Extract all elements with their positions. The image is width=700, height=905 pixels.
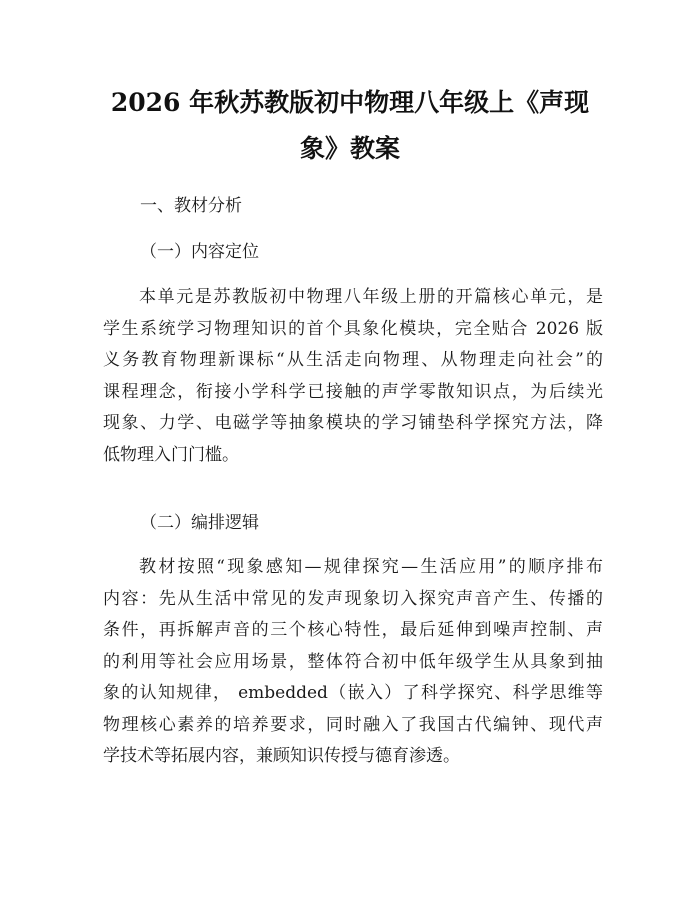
paragraph-line: 课程理念，衔接小学科学已接触的声学零散知识点，为后续光 xyxy=(103,381,603,402)
subsection-heading-content-positioning: （一）内容定位 xyxy=(140,242,259,262)
paragraph-line: 低物理入门门槛。 xyxy=(103,444,239,465)
document-title-line-1: 2026 年秋苏教版初中物理八年级上《声现 xyxy=(110,88,590,117)
paragraph-line: 现象、力学、电磁学等抽象模块的学习铺垫科学探究方法，降 xyxy=(103,413,603,433)
paragraph-line: 教材按照“现象感知—规律探究—生活应用”的顺序排布 xyxy=(139,557,603,577)
paragraph-line: 义务教育物理新课标“从生活走向物理、从物理走向社会”的 xyxy=(103,350,603,370)
paragraph-content-positioning xyxy=(103,282,603,471)
paragraph-line: 学生系统学习物理知识的首个具象化模块，完全贴合 2026 版 xyxy=(103,318,603,339)
paragraph-line: 内容：先从生活中常见的发声现象切入探究声音产生、传播的 xyxy=(103,588,603,609)
paragraph-line: 的利用等社会应用场景，整体符合初中低年级学生从具象到抽 xyxy=(103,651,603,672)
subsection-heading-arrangement-logic: （二）编排逻辑 xyxy=(140,513,259,533)
document-title-line-2: 象》教案 xyxy=(299,134,400,163)
paragraph-line: 学技术等拓展内容，兼顾知识传授与德育渗透。 xyxy=(103,746,460,766)
paragraph-line: 象的认知规律， embedded（嵌入）了科学探究、科学思维等 xyxy=(103,683,603,703)
paragraph-arrangement-logic xyxy=(103,552,603,773)
paragraph-line: 物理核心素养的培养要求，同时融入了我国古代编钟、现代声 xyxy=(103,714,603,735)
paragraph-line: 本单元是苏教版初中物理八年级上册的开篇核心单元，是 xyxy=(139,287,603,307)
paragraph-line: 条件，再拆解声音的三个核心特性，最后延伸到噪声控制、声 xyxy=(103,620,603,640)
section-heading-textbook-analysis: 一、教材分析 xyxy=(140,196,242,216)
